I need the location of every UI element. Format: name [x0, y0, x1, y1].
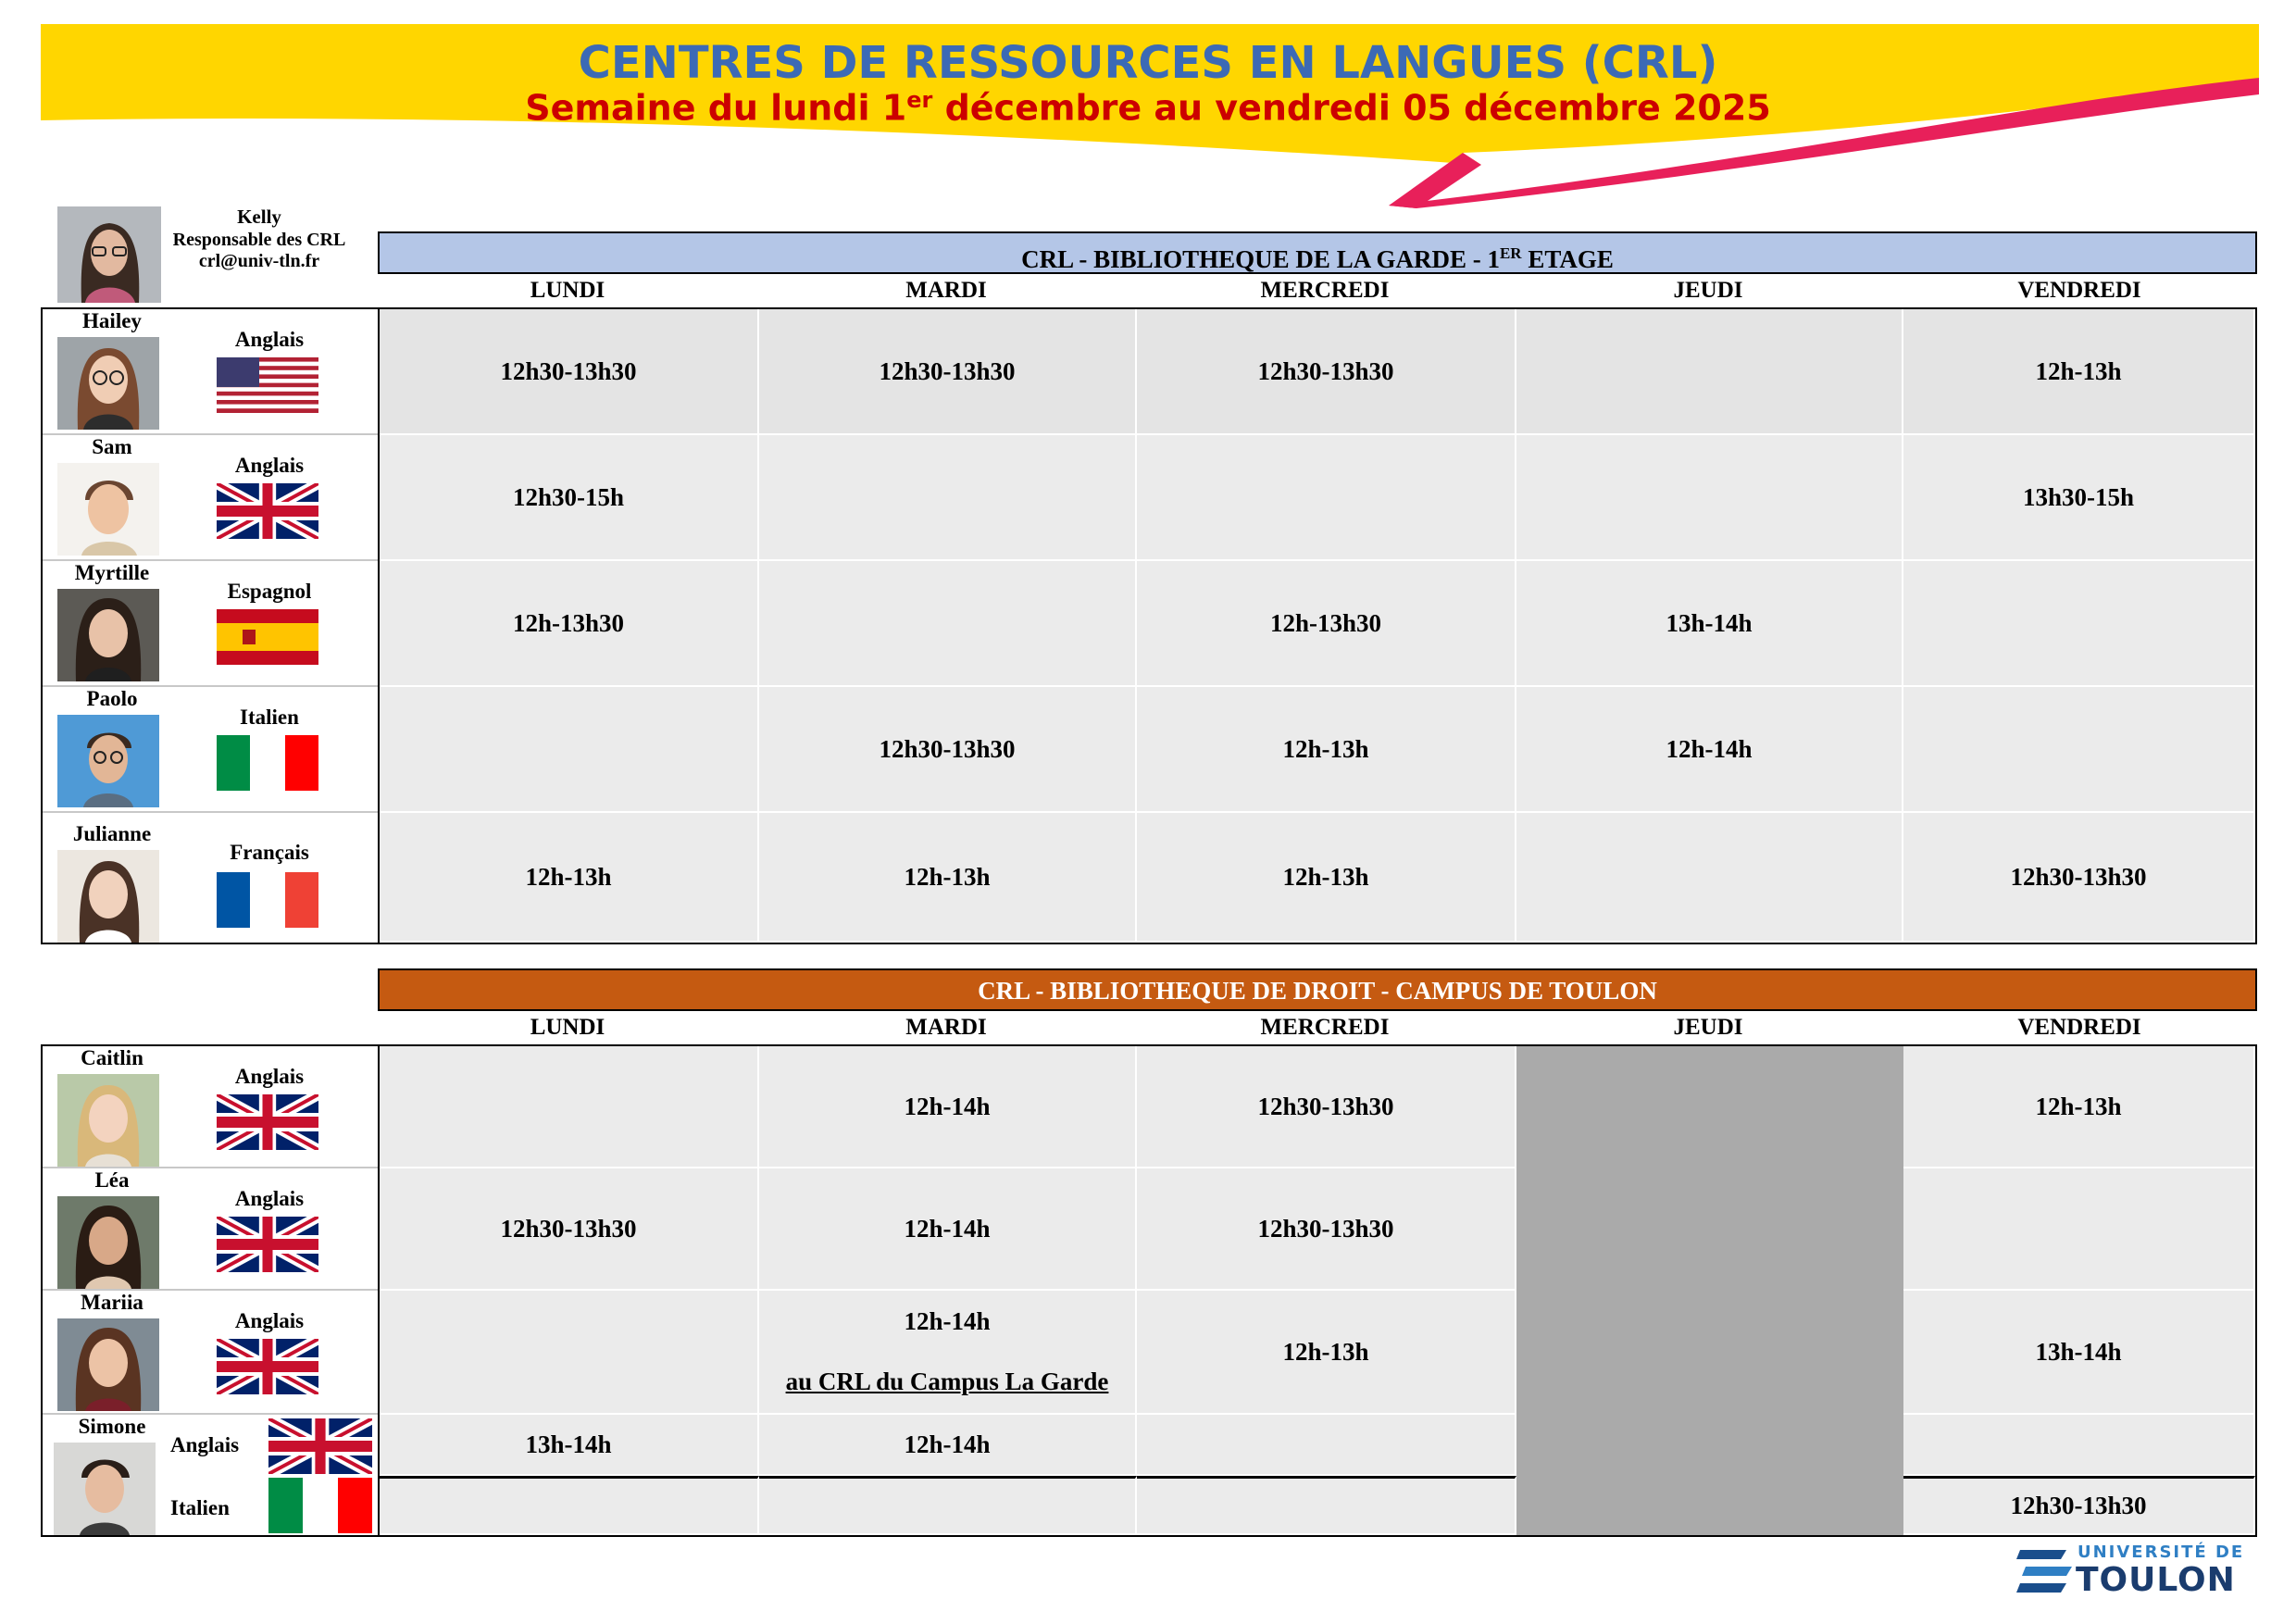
- slot-mariia-mercredi: 12h-13h: [1137, 1291, 1516, 1415]
- slot-simone-mercredi: [1137, 1415, 1516, 1476]
- tutor-language: Anglais: [234, 1187, 305, 1210]
- tutor-name: Julianne: [72, 822, 152, 845]
- tutor-name: Hailey: [82, 309, 142, 332]
- slot-myrtille-lundi: 12h-13h30: [380, 561, 759, 687]
- day-header-vendredi: VENDREDI: [2017, 1015, 2141, 1040]
- us-flag-icon: [217, 357, 318, 413]
- slot-simone-mardi: 12h-14h: [759, 1415, 1137, 1476]
- slot-caitlin-vendredi: 12h-13h: [1903, 1046, 2255, 1168]
- responsible-email[interactable]: crl@univ-tln.fr: [198, 251, 320, 271]
- slot-paolo-lundi: [380, 687, 759, 813]
- slot-sam-lundi: 12h30-15h: [380, 435, 759, 561]
- day-header-vendredi: VENDREDI: [2017, 278, 2141, 303]
- slot-time: 12h-14h: [904, 1307, 991, 1335]
- day-header-jeudi: JEUDI: [1673, 278, 1743, 303]
- slot-léa-mardi: 12h-14h: [759, 1168, 1137, 1291]
- tutor-sam: [43, 435, 378, 561]
- tutor-name: Léa: [94, 1168, 130, 1192]
- slot-paolo-mercredi: 12h-13h: [1137, 687, 1516, 813]
- slot-julianne-mardi: 12h-13h: [759, 813, 1137, 943]
- tutor-mariia: [43, 1291, 378, 1415]
- tutor-language-2: Italien: [170, 1496, 230, 1519]
- day-header-jeudi: JEUDI: [1673, 1015, 1743, 1040]
- uk-flag-icon: [217, 1094, 318, 1150]
- section1-title: [378, 231, 2257, 274]
- page-subtitle: [0, 87, 2296, 129]
- responsible-avatar: [57, 206, 161, 303]
- jeudi-closed-block: [1516, 1046, 1903, 1535]
- section2-schedule: [378, 1044, 2257, 1537]
- italy-flag-icon: [268, 1478, 372, 1533]
- slot-hailey-mardi: 12h30-13h30: [759, 309, 1137, 435]
- tutor-name: Myrtille: [74, 561, 150, 584]
- responsible-info: [157, 206, 361, 270]
- tutor-avatar: [57, 1074, 159, 1167]
- logo-mark-icon: [2016, 1546, 2081, 1598]
- section1-title-pre: CRL - BIBLIOTHEQUE DE LA GARDE - 1: [1021, 245, 1500, 273]
- slot-hailey-mercredi: 12h30-13h30: [1137, 309, 1516, 435]
- day-header-mardi: MARDI: [905, 278, 987, 303]
- section1-tutors: [41, 307, 380, 944]
- section1-day-headers: [378, 276, 2257, 306]
- slot-mariia-vendredi: 13h-14h: [1903, 1291, 2255, 1415]
- tutor-avatar: [57, 850, 159, 943]
- slot-sam-mercredi: [1137, 435, 1516, 561]
- subtitle-sup: er: [906, 87, 933, 113]
- day-header-lundi: LUNDI: [530, 1015, 605, 1040]
- slot-simone-2-mercredi: [1137, 1476, 1516, 1535]
- slot-julianne-lundi: 12h-13h: [380, 813, 759, 943]
- tutor-julianne: [43, 813, 378, 943]
- slot-simone-lundi: 13h-14h: [380, 1415, 759, 1476]
- slot-léa-mercredi: 12h30-13h30: [1137, 1168, 1516, 1291]
- tutor-avatar: [57, 1196, 159, 1289]
- subtitle-post: décembre au vendredi 05 décembre 2025: [932, 87, 1771, 129]
- slot-hailey-lundi: 12h30-13h30: [380, 309, 759, 435]
- tutor-name: Sam: [92, 435, 132, 458]
- slot-simone-2-vendredi: 12h30-13h30: [1903, 1476, 2255, 1535]
- slot-caitlin-mardi: 12h-14h: [759, 1046, 1137, 1168]
- day-header-mardi: MARDI: [905, 1015, 987, 1040]
- slot-hailey-jeudi: [1516, 309, 1903, 435]
- slot-sam-mardi: [759, 435, 1137, 561]
- section2-day-headers: [378, 1013, 2257, 1043]
- tutor-language: Anglais: [234, 1065, 305, 1088]
- tutor-language: Anglais: [234, 328, 305, 351]
- slot-paolo-jeudi: 12h-14h: [1516, 687, 1903, 813]
- section1-title-post: ETAGE: [1521, 245, 1614, 273]
- slot-hailey-vendredi: 12h-13h: [1903, 309, 2255, 435]
- responsible-name: Kelly: [237, 206, 281, 228]
- slot-caitlin-mercredi: 12h30-13h30: [1137, 1046, 1516, 1168]
- responsible-role: Responsable des CRL: [172, 230, 346, 250]
- slot-léa-vendredi: [1903, 1168, 2255, 1291]
- slot-location-note: au CRL du Campus La Garde: [785, 1368, 1109, 1395]
- slot-mariia-lundi: [380, 1291, 759, 1415]
- section2-title-text: CRL - BIBLIOTHEQUE DE DROIT - CAMPUS DE TOULON: [978, 977, 1657, 1005]
- slot-myrtille-vendredi: [1903, 561, 2255, 687]
- tutor-avatar: [57, 715, 159, 807]
- subtitle-pre: Semaine du lundi 1: [525, 87, 907, 129]
- slot-julianne-mercredi: 12h-13h: [1137, 813, 1516, 943]
- slot-mariia-mardi: [759, 1291, 1137, 1415]
- slot-myrtille-mardi: [759, 561, 1137, 687]
- title-text: CENTRES DE RESSOURCES EN LANGUES (CRL): [578, 37, 1718, 89]
- tutor-avatar: [57, 463, 159, 556]
- slot-sam-jeudi: [1516, 435, 1903, 561]
- header-banner: [0, 0, 2296, 222]
- slot-simone-2-mardi: [759, 1476, 1137, 1535]
- page-title: [0, 37, 2296, 89]
- uk-flag-icon: [217, 483, 318, 539]
- tutor-avatar: [54, 1443, 156, 1535]
- slot-léa-lundi: 12h30-13h30: [380, 1168, 759, 1291]
- tutor-avatar: [57, 337, 159, 430]
- tutor-caitlin: [43, 1046, 378, 1168]
- uk-flag-icon: [217, 1217, 318, 1272]
- day-header-lundi: LUNDI: [530, 278, 605, 303]
- uk-flag-icon: [217, 1339, 318, 1394]
- tutor-hailey: [43, 309, 378, 435]
- tutor-name: Paolo: [86, 687, 138, 710]
- tutor-paolo: [43, 687, 378, 813]
- tutor-name: Mariia: [81, 1291, 144, 1314]
- section2-title: [378, 968, 2257, 1011]
- universite-toulon-logo: [2016, 1541, 2257, 1600]
- tutor-simone: [43, 1415, 378, 1535]
- slot-paolo-mardi: 12h30-13h30: [759, 687, 1137, 813]
- tutor-myrtille: [43, 561, 378, 687]
- tutor-language: Anglais: [234, 454, 305, 477]
- slot-caitlin-lundi: [380, 1046, 759, 1168]
- tutor-name: Caitlin: [81, 1046, 144, 1069]
- slot-julianne-vendredi: 12h30-13h30: [1903, 813, 2255, 943]
- france-flag-icon: [217, 872, 318, 928]
- slot-myrtille-mercredi: 12h-13h30: [1137, 561, 1516, 687]
- slot-simone-vendredi: [1903, 1415, 2255, 1476]
- slot-simone-2-lundi: [380, 1476, 759, 1535]
- spain-flag-icon: [217, 609, 318, 665]
- tutor-avatar: [57, 1318, 159, 1411]
- logo-line1: UNIVERSITÉ DE: [2078, 1543, 2245, 1562]
- uk-flag-icon: [268, 1418, 372, 1474]
- tutor-language: Français: [230, 841, 309, 864]
- section1-schedule: [378, 307, 2257, 944]
- tutor-language: Italien: [240, 706, 299, 729]
- section1-title-sup: ER: [1499, 244, 1522, 262]
- tutor-language: Anglais: [170, 1433, 240, 1456]
- logo-line2: TOULON: [2076, 1561, 2236, 1599]
- italy-flag-icon: [217, 735, 318, 791]
- section2-tutors: [41, 1044, 380, 1537]
- slot-myrtille-jeudi: 13h-14h: [1516, 561, 1903, 687]
- tutor-lea: [43, 1168, 378, 1291]
- slot-sam-vendredi: 13h30-15h: [1903, 435, 2255, 561]
- tutor-name: Simone: [78, 1415, 146, 1438]
- day-header-mercredi: MERCREDI: [1260, 1015, 1390, 1040]
- slot-paolo-vendredi: [1903, 687, 2255, 813]
- tutor-avatar: [57, 589, 159, 681]
- tutor-language: Espagnol: [227, 580, 312, 603]
- tutor-language: Anglais: [234, 1309, 305, 1332]
- slot-julianne-jeudi: [1516, 813, 1903, 943]
- day-header-mercredi: MERCREDI: [1260, 278, 1390, 303]
